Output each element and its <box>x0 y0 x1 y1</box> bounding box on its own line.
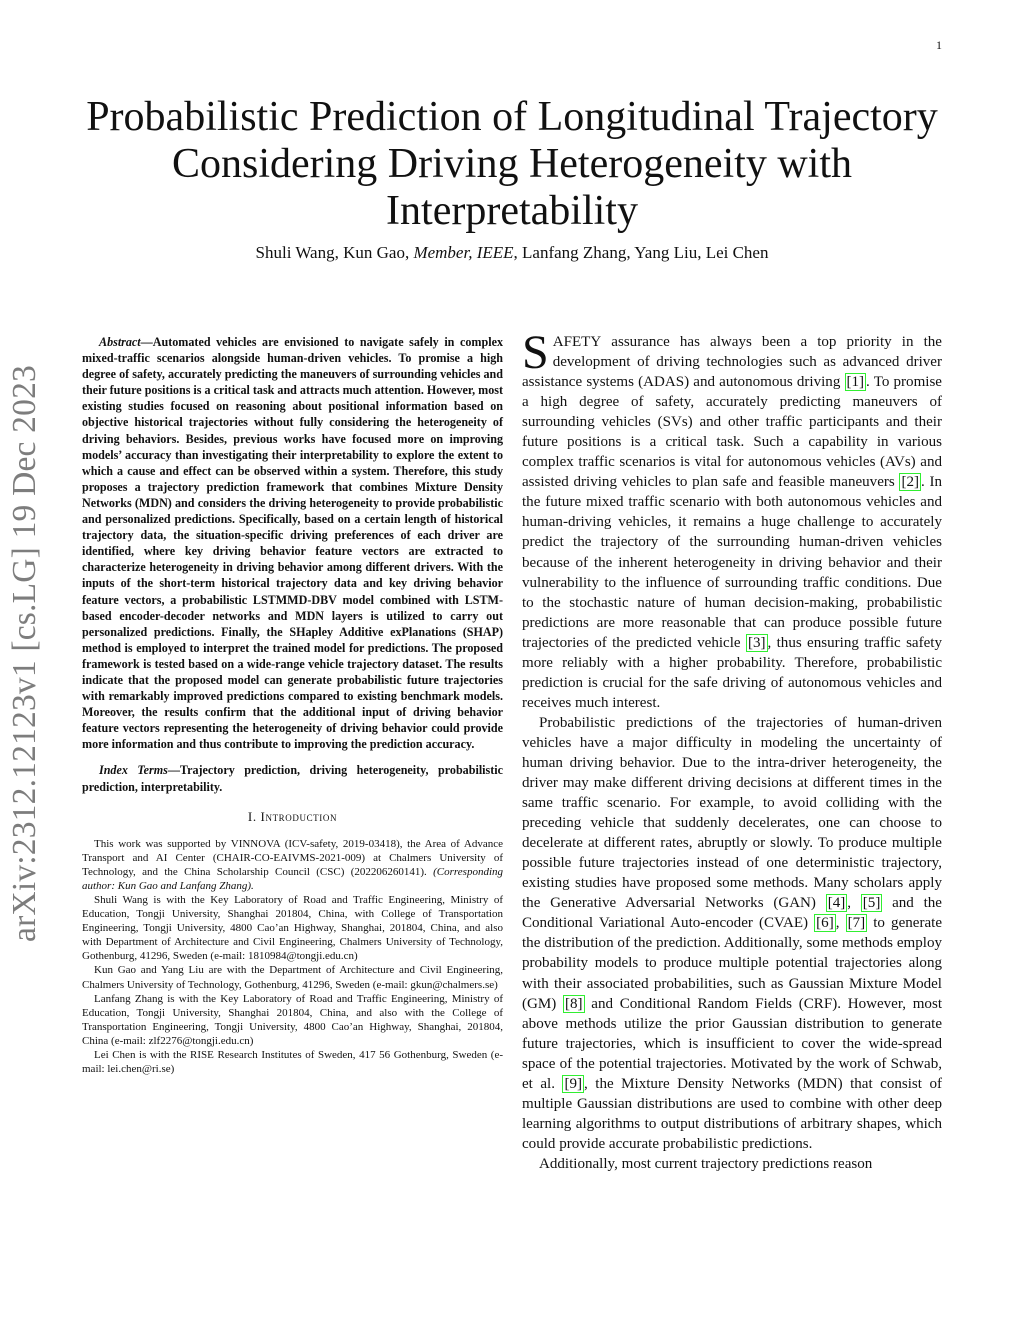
citation-link[interactable]: [6] <box>816 915 834 932</box>
text-run: and Conditional Random Fields (CRF). However, most above methods utilize the prior Gaussian distribution to generate future trajectories, which is insufficient to cover the wide-spread space of the potential trajectories. Motivated by the work of Schwab, et al. <box>522 995 942 1092</box>
abstract-text: —Automated vehicles are envisioned to navigate safely in complex mixed-traffic scenarios alongside human-driven vehicles. To promise a high degree of safety, accurately predicting the maneuvers of surrounding vehicles and their future positions is a critical task and attracts much attention. However, most existing studies focused on reasoning about positional information based on objective historical trajectories without fully considering the heterogeneity of driving behaviors. Besides, previous works have focused more on improving models’ accuracy than investigating their interpretability to explore the extent to which a cause and effect can be observed within a system. Therefore, this study proposes a trajectory prediction framework that combines Mixture Density Networks (MDN) and considers the driving heterogeneity to provide probabilistic and personalized predictions. Specifically, based on a certain length of historical trajectory data, the situation-specific driving preferences of each driver are identified, where key driving behavior feature vectors are extracted to characterize heterogeneity in driving behavior among different drivers. With the inputs of the short-term historical trajectory data and key driving behavior feature vectors, a probabilistic LSTMMD-DBV model combined with LSTM-based encoder-decoder networks and MDN layers is utilized to carry out personalized predictions. Finally, the SHapley Additive exPlanations (SHAP) method is employed to interpret the trained model for predictions. The proposed framework is tested based on a wide-range vehicle trajectory dataset. The results indicate that the proposed model can generate probabilistic future trajectories with remarkably improved predictions compared to existing benchmark models. Moreover, the results confirm that the additional input of driving behavior feature vectors representing the heterogeneity of driving behavior could provide more information and thus contribute to improving the prediction accuracy. <box>82 335 504 752</box>
index-terms-text: —Trajectory prediction, driving heterogeneity, probabilistic prediction, interpretability. <box>82 763 503 794</box>
citation-link[interactable]: [3] <box>747 634 766 651</box>
index-terms-label: Index Terms <box>99 763 168 778</box>
footnote-affiliation-wang: Shuli Wang is with the Key Laboratory of Road and Traffic Engineering, Ministry of Education, Tongji University, Shanghai 201804, China, with College of Transportation Engineering, Tongji University, 4800 Cao’an Highway, Shanghai, 201804, China, and also with Department of Architecture and Civil Engineering, Chalmers University of Technology, Gothenburg, 41296, Sweden (e-mail: 1810984@tongji.edu.cn) <box>82 894 503 963</box>
citation-link[interactable]: [8] <box>565 995 583 1012</box>
text-run: , <box>835 915 846 932</box>
authors-part-2: , Lanfang Zhang, Yang Liu, Lei Chen <box>513 243 769 262</box>
text-run: Probabilistic predictions of the trajectories of human-driven vehicles have a major difficulty in modeling the uncertainty of human driving behavior. Due to the intra-driver heterogeneity, the driver may make different driving decisions at different times in the same traffic scenario. For example, to avoid colliding with the preceding vehicle that suddenly decelerates, one can choose to decelerate at different rates, abruptly or slowly. To produce multiple possible future trajectories instead of one deterministic trajectory, existing studies have proposed some methods. Many scholars apply the Generative Adversarial Networks (GAN) <box>522 714 942 912</box>
text-run: , <box>847 895 861 912</box>
text-run: , thus ensuring traffic safety more reliably with a higher probability. Therefore, probabilistic prediction is crucial for the safe driving of autonomous vehicles and receives much interest. <box>522 634 942 711</box>
intro-paragraph-1 <box>522 326 943 713</box>
footnote-affiliation-zhang: Lanfang Zhang is with the Key Laboratory of Road and Traffic Engineering, Ministry of Education, Tongji University, Shanghai 201804, China, and also with the College of Transportation Engineering, Tongji University, 4800 Cao’an Highway, Shanghai, 201804, China (e-mail: zlf2276@tongji.edu.cn) <box>82 992 503 1047</box>
footnote-corresponding-author: (Corresponding author: Kun Gao and Lanfang Zhang). <box>82 865 503 892</box>
section-title-initial: I <box>260 808 266 824</box>
intro-paragraph-2 <box>522 713 942 1154</box>
footnote-affiliation-gao-liu: Kun Gao and Yang Liu are with the Department of Architecture and Civil Engineering, Chalmers University of Technology, Gothenburg, 41296, Sweden (e-mail: gkun@chalmers.se) <box>82 964 503 991</box>
footnote-funding-text: This work was supported by VINNOVA (ICV-safety, 2019-03418), the Area of Advance Transport and AI Center (CHAIR-CO-EAIVMS-2021-009) at Chalmers University of Technology, and the China Scholarship Council (CSC) (202206260141). <box>82 837 503 878</box>
citation-link[interactable]: [2] <box>901 474 919 491</box>
text-run: to generate the distribution of the prediction. Additionally, some methods employ probability models to produce multiple potential trajectories along with their associated probabilities, such as Gaussian Mixture Model (GM) <box>522 915 942 1012</box>
author-membership: Member, IEEE <box>413 243 514 262</box>
lead-word: AFETY <box>552 334 602 350</box>
citation-link[interactable]: [5] <box>862 895 881 912</box>
left-column <box>82 334 503 1076</box>
index-terms <box>82 762 503 794</box>
text-run: and the Conditional Variational Auto-encoder (CVAE) <box>522 895 942 932</box>
section-title-rest: ntroduction <box>265 808 338 824</box>
right-column <box>522 326 943 1174</box>
citation-link[interactable]: [9] <box>564 1075 583 1092</box>
authors-part-1: Shuli Wang, Kun Gao, <box>255 243 414 262</box>
text-run: . To promise a high degree of safety, accurately predicting maneuvers of surrounding vehicles (SVs) and other traffic participants and their future positions is a critical task. Such a capability in various complex traffic scenarios is vital for autonomous vehicles (AVs) and assisted driving vehicles to plan safe and feasible maneuvers <box>522 374 942 491</box>
footnote-affiliation-chen: Lei Chen is with the RISE Research Institutes of Sweden, 417 56 Gothenburg, Sweden (e-mail: lei.chen@ri.se) <box>82 1049 503 1076</box>
text-run: . In the future mixed traffic scenario with both autonomous vehicles and human-driving vehicles, it remains a huge challenge to accurately predict the trajectory of the surrounding human-driven vehicles because of the inherent heterogeneity in driving behavior and their vulnerability to the influence of surrounding traffic conditions. Due to the stochastic nature of human decision-making, probabilistic predictions are more reasonable that can produce possible future trajectories of the predicted vehicle <box>522 474 943 651</box>
footnote-funding <box>82 837 503 893</box>
intro-paragraph-3: Additionally, most current trajectory predictions reason <box>539 1155 873 1172</box>
section-heading-introduction <box>82 809 503 825</box>
author-list <box>60 243 964 263</box>
paper-title: Probabilistic Prediction of Longitudinal Trajectory Considering Driving Heterogeneity with Interpretability <box>86 94 938 234</box>
citation-link[interactable]: [1] <box>846 374 865 391</box>
citation-link[interactable]: [7] <box>847 915 866 932</box>
abstract <box>82 334 503 752</box>
text-run: , the Mixture Density Networks (MDN) that consist of multiple Gaussian distributions are used to combine with other deep learning algorithms to output distributions of arbitrary shapes, which could provide accurate probabilistic predictions. <box>522 1075 942 1152</box>
page-number: 1 <box>936 38 942 52</box>
abstract-label: Abstract <box>99 335 141 349</box>
arxiv-identifier-stamp: arXiv:2312.12123v1 [cs.LG] 19 Dec 2023 <box>6 365 43 942</box>
text-run: assurance has always been a top priority in the development of driving technologies such as advanced driver assistance systems (ADAS) and autonomous driving <box>522 334 942 391</box>
citation-link[interactable]: [4] <box>827 895 846 912</box>
section-numeral: I. <box>247 808 257 824</box>
drop-cap: S <box>522 326 549 379</box>
